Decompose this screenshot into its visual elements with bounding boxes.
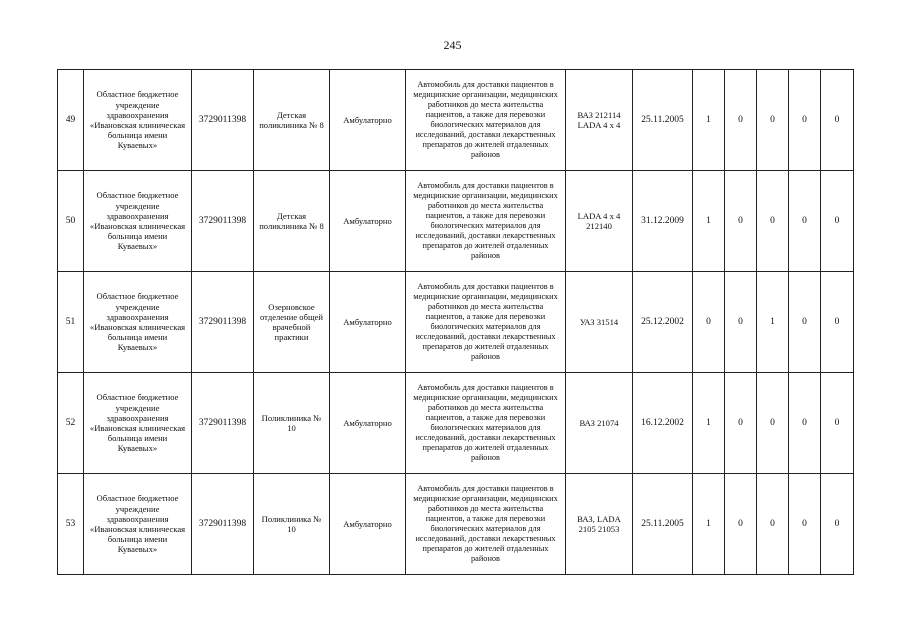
inn-cell: 3729011398 (192, 171, 254, 272)
department-cell: Детская поликлиника № 8 (254, 70, 330, 171)
vehicle-model-cell: УАЗ 31514 (566, 272, 633, 373)
value-cell-3: 0 (757, 373, 789, 474)
table-body (58, 70, 854, 575)
value-cell-2: 0 (725, 474, 757, 575)
vehicle-model-cell: ВАЗ 212114 LADA 4 х 4 (566, 70, 633, 171)
value-cell-1: 0 (693, 272, 725, 373)
purpose-cell: Автомобиль для доставки пациентов в медицинские организации, медицинских работников до места жительства пациентов, а также для перевозки биологических материалов для исследований, доставки лекарственных препаратов до жителей отдаленных районов (406, 70, 566, 171)
value-cell-1: 1 (693, 70, 725, 171)
value-cell-5: 0 (821, 272, 854, 373)
row-number: 52 (58, 373, 84, 474)
value-cell-3: 0 (757, 171, 789, 272)
value-cell-5: 0 (821, 171, 854, 272)
purpose-cell: Автомобиль для доставки пациентов в медицинские организации, медицинских работников до места жительства пациентов, а также для перевозки биологических материалов для исследований, доставки лекарственных препаратов до жителей отдаленных районов (406, 272, 566, 373)
value-cell-5: 0 (821, 474, 854, 575)
care-type-cell: Амбулаторно (330, 272, 406, 373)
row-number: 49 (58, 70, 84, 171)
vehicle-model-cell: LADA 4 х 4 212140 (566, 171, 633, 272)
institution-cell: Областное бюджетное учреждение здравоохранения «Ивановская клиническая больница имени Куваевых» (84, 171, 192, 272)
purpose-cell: Автомобиль для доставки пациентов в медицинские организации, медицинских работников до места жительства пациентов, а также для перевозки биологических материалов для исследований, доставки лекарственных препаратов до жителей отдаленных районов (406, 171, 566, 272)
inn-cell: 3729011398 (192, 474, 254, 575)
care-type-cell: Амбулаторно (330, 373, 406, 474)
table-row (58, 272, 854, 373)
date-cell: 25.11.2005 (633, 474, 693, 575)
value-cell-2: 0 (725, 272, 757, 373)
value-cell-5: 0 (821, 70, 854, 171)
department-cell: Детская поликлиника № 8 (254, 171, 330, 272)
care-type-cell: Амбулаторно (330, 70, 406, 171)
value-cell-1: 1 (693, 474, 725, 575)
row-number: 51 (58, 272, 84, 373)
value-cell-4: 0 (789, 70, 821, 171)
table-row (58, 171, 854, 272)
purpose-cell: Автомобиль для доставки пациентов в медицинские организации, медицинских работников до места жительства пациентов, а также для перевозки биологических материалов для исследований, доставки лекарственных препаратов до жителей отдаленных районов (406, 373, 566, 474)
value-cell-3: 1 (757, 272, 789, 373)
inn-cell: 3729011398 (192, 373, 254, 474)
table-row (58, 373, 854, 474)
purpose-cell: Автомобиль для доставки пациентов в медицинские организации, медицинских работников до места жительства пациентов, а также для перевозки биологических материалов для исследований, доставки лекарственных препаратов до жителей отдаленных районов (406, 474, 566, 575)
value-cell-1: 1 (693, 373, 725, 474)
department-cell: Поликлиника № 10 (254, 373, 330, 474)
value-cell-4: 0 (789, 373, 821, 474)
value-cell-5: 0 (821, 373, 854, 474)
care-type-cell: Амбулаторно (330, 171, 406, 272)
institution-cell: Областное бюджетное учреждение здравоохранения «Ивановская клиническая больница имени Куваевых» (84, 474, 192, 575)
value-cell-4: 0 (789, 474, 821, 575)
department-cell: Поликлиника № 10 (254, 474, 330, 575)
inn-cell: 3729011398 (192, 272, 254, 373)
value-cell-2: 0 (725, 171, 757, 272)
inn-cell: 3729011398 (192, 70, 254, 171)
date-cell: 16.12.2002 (633, 373, 693, 474)
value-cell-4: 0 (789, 272, 821, 373)
page-number: 245 (443, 38, 462, 52)
value-cell-1: 1 (693, 171, 725, 272)
date-cell: 31.12.2009 (633, 171, 693, 272)
value-cell-3: 0 (757, 474, 789, 575)
value-cell-4: 0 (789, 171, 821, 272)
row-number: 53 (58, 474, 84, 575)
table-row (58, 70, 854, 171)
institution-cell: Областное бюджетное учреждение здравоохранения «Ивановская клиническая больница имени Куваевых» (84, 70, 192, 171)
row-number: 50 (58, 171, 84, 272)
value-cell-2: 0 (725, 373, 757, 474)
vehicle-model-cell: ВАЗ, LADA 2105 21053 (566, 474, 633, 575)
vehicle-table (57, 69, 854, 575)
value-cell-3: 0 (757, 70, 789, 171)
institution-cell: Областное бюджетное учреждение здравоохранения «Ивановская клиническая больница имени Куваевых» (84, 373, 192, 474)
vehicle-model-cell: ВАЗ 21074 (566, 373, 633, 474)
table-row (58, 474, 854, 575)
institution-cell: Областное бюджетное учреждение здравоохранения «Ивановская клиническая больница имени Куваевых» (84, 272, 192, 373)
date-cell: 25.12.2002 (633, 272, 693, 373)
date-cell: 25.11.2005 (633, 70, 693, 171)
value-cell-2: 0 (725, 70, 757, 171)
department-cell: Озерновское отделение общей врачебной практики (254, 272, 330, 373)
care-type-cell: Амбулаторно (330, 474, 406, 575)
